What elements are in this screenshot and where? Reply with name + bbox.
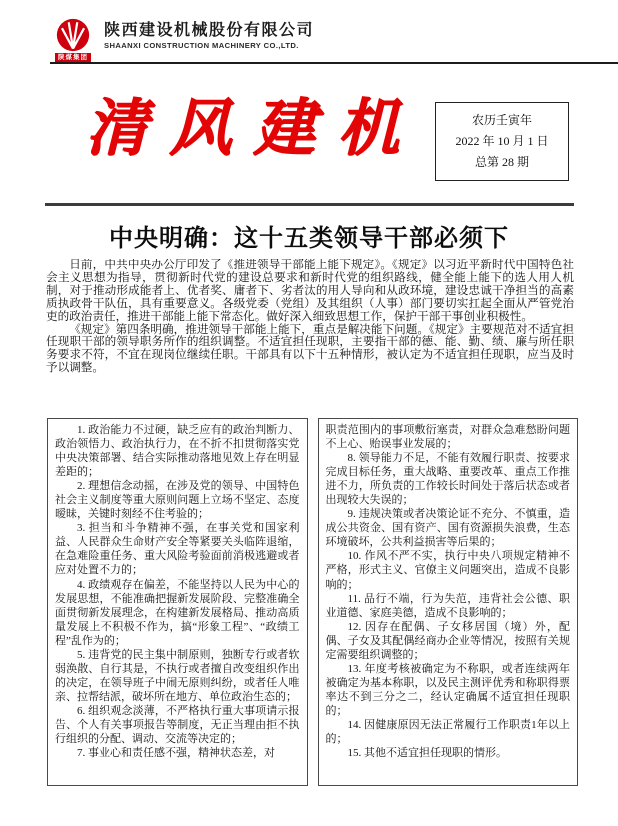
issue-lunar-year: 农历壬寅年 xyxy=(471,113,532,127)
company-header xyxy=(50,18,618,64)
left-column-box xyxy=(47,418,308,786)
company-logo-icon xyxy=(56,18,90,52)
list-item-continuation: 职责范围内的事项敷衍塞责，对群众急难愁盼问题不上心、贻误事业发展的； xyxy=(325,424,570,451)
newsletter-title: 清风建机 xyxy=(85,91,422,164)
list-item: 5. 违背党的民主集中制原则，独断专行或者软弱涣散、自行其是，不执行或者擅自改变组织作出的决定，在领导班子中闹无原则纠纷，或者任人唯亲、拉帮结派，破坏所在地方、单位政治生态的； xyxy=(55,648,300,703)
intro-paragraph: 日前，中共中央办公厅印发了《推进领导干部能上能下规定》。《规定》以习近平新时代中国特色社会主义思想为指导，贯彻新时代党的建设总要求和新时代党的组织路线，健全能上能下的选人用人机制，对于推动形成能者上、优者奖、庸者下、劣者汰的用人导向和从政环境，建设忠诚干净担当的高素质执政骨干队伍，具有重要意义。各级党委（党组）及其组织（人事）部门要切实扛起全面从严管党治吏的政治责任，推进干部能上能下常态化。做好深入细致思想工作，保护干部干事创业积极性。 xyxy=(46,259,574,323)
list-item: 6. 组织观念淡薄，不严格执行重大事项请示报告、个人有关事项报告等制度，无正当理由拒不执行组织的分配、调动、交流等决定的； xyxy=(55,704,300,746)
list-item: 3. 担当和斗争精神不强，在事关党和国家利益、人民群众生命财产安全等紧要关头临阵退缩，在急难险重任务、重大风险考验面前消极逃避或者应对处置不力的； xyxy=(55,522,300,577)
list-item: 9. 违规决策或者决策论证不充分、不慎重，造成公共资金、国有资产、国有资源损失浪费，生态环境破坏，公共利益损害等后果的； xyxy=(325,508,570,549)
article-columns xyxy=(47,418,578,786)
list-item: 15. 其他不适宜担任现职的情形。 xyxy=(347,747,507,760)
list-item: 10. 作风不严不实，执行中央八项规定精神不严格，形式主义、官僚主义问题突出，造成不良影响的； xyxy=(325,550,570,591)
list-item: 13. 年度考核被确定为不称职，或者连续两年被确定为基本称职，以及民主测评优秀和称职得票率达不到三分之二，经认定确属不适宜担任现职的； xyxy=(325,662,570,717)
intro-paragraph: 《规定》第四条明确，推进领导干部能上能下，重点是解决能下问题。《规定》主要规范对不适宜担任现职干部的领导职务所作的组织调整。不适宜担任现职，主要指干部的德、能、勤、绩、廉与所任职务要求不符，不宜在现岗位继续任职。干部具有以下十五种情形，被认定为不适宜担任现职，应当及时予以调整。 xyxy=(46,322,574,375)
list-item: 2. 理想信念动摇，在涉及党的领导、中国特色社会主义制度等重大原则问题上立场不坚定、态度暧昧，关键时刻经不住考验的； xyxy=(55,480,300,521)
list-item: 14. 因健康原因无法正常履行工作职责1年以上的； xyxy=(325,718,570,746)
issue-date: 2022 年 10 月 1 日 xyxy=(455,134,549,148)
list-item: 1. 政治能力不过硬，缺乏应有的政治判断力、政治领悟力、政治执行力，在不折不扣贯彻落实党中央决策部署、结合实际推动落地见效上存在明显差距的； xyxy=(55,424,300,479)
company-logo xyxy=(50,18,96,62)
list-item: 11. 品行不端，行为失范，违背社会公德、职业道德、家庭美德，造成不良影响的； xyxy=(325,592,570,619)
list-item: 12. 因存在配偶、子女移居国（境）外，配偶、子女及其配偶经商办企业等情况，按照有关规定需要组织调整的； xyxy=(325,620,570,661)
company-names xyxy=(104,18,314,51)
issue-number: 总第 28 期 xyxy=(474,155,529,169)
masthead xyxy=(45,82,573,182)
list-item: 7. 事业心和责任感不强，精神状态差，对 xyxy=(77,747,275,760)
issue-info-box xyxy=(435,102,569,181)
list-item: 4. 政绩观存在偏差，不能坚持以人民为中心的发展思想，不能准确把握新发展阶段、完整准确全面贯彻新发展理念，在构建新发展格局、推动高质量发展上不积极不作为，搞“形象工程”、“政绩工程”乱作为的； xyxy=(55,578,300,647)
article-headline: 中央明确：这十五类领导干部必须下 xyxy=(109,226,509,252)
logo-badge: 陕煤集团 xyxy=(55,53,91,62)
company-name-en: SHAANXI CONSTRUCTION MACHINERY CO.,LTD. xyxy=(104,41,299,50)
company-name-cn: 陕西建设机械股份有限公司 xyxy=(104,22,315,39)
article-intro xyxy=(46,259,574,413)
right-column-box xyxy=(318,418,579,786)
list-item: 8. 领导能力不足，不能有效履行职责、按要求完成目标任务，重大战略、重要改革、重点工作推进不力，所负责的工作较长时间处于落后状态或者出现较大失误的； xyxy=(325,452,570,507)
masthead-divider xyxy=(45,203,574,206)
